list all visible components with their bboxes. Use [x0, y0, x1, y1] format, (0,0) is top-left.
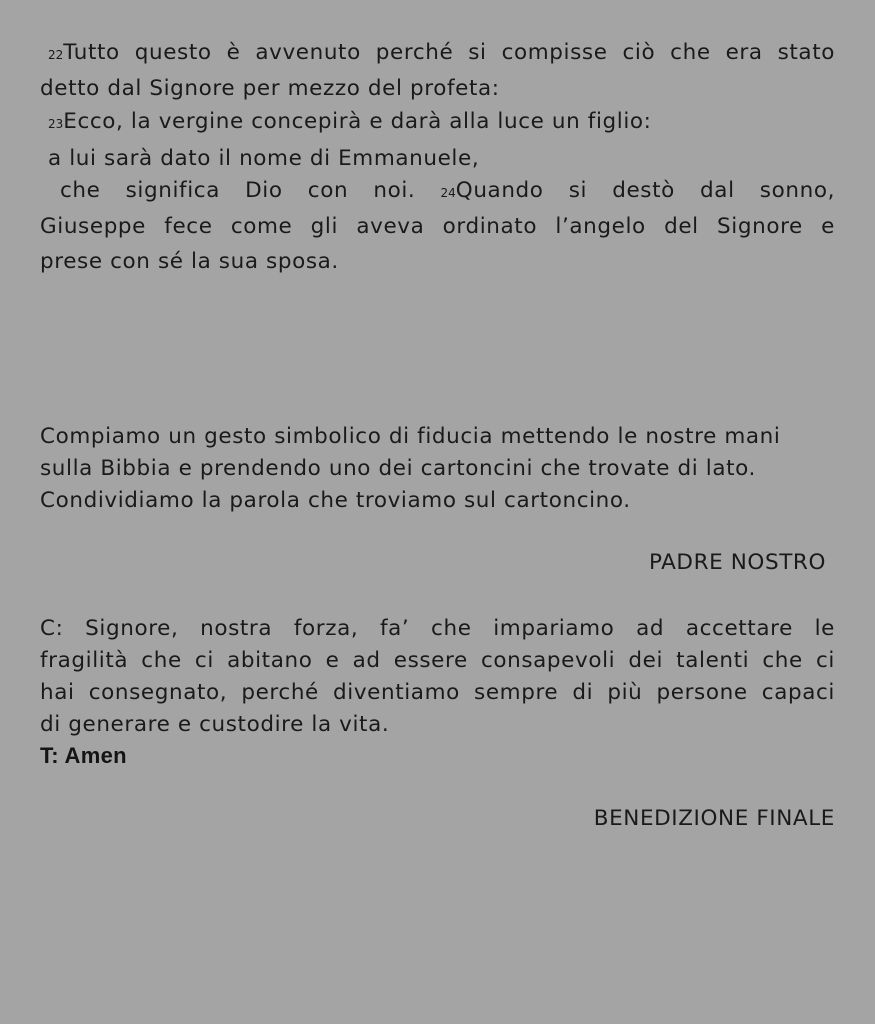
padre-nostro-heading: PADRE NOSTRO	[648, 550, 826, 575]
verse-23-line-1	[48, 105, 843, 141]
verse-24-line-2: Giuseppe fece come gli aveva ordinato l’angelo del Signore e	[40, 214, 835, 239]
verse-24-text-start: Quando si destò dal sonno,	[455, 178, 836, 203]
verse-number: 22	[48, 48, 64, 62]
verse-24-line-3: prese con sé la sua sposa.	[40, 249, 339, 274]
prayer-line-4: di generare e custodire la vita.	[40, 712, 390, 737]
gesture-line-1: Compiamo un gesto simbolico di fiducia mettendo le nostre mani	[40, 424, 781, 449]
gesture-line-3: Condividiamo la parola che troviamo sul cartoncino.	[40, 488, 631, 513]
verse-number: 24	[440, 186, 456, 200]
prayer-line-2: fragilità che ci abitano e ad essere consapevoli dei talenti che ci	[40, 648, 835, 673]
verse-22-text: Tutto questo è avvenuto perché si compisse ciò che era stato	[63, 40, 835, 65]
verse-23-text: Ecco, la vergine concepirà e darà alla luce un figlio:	[63, 109, 652, 134]
verse-23-text-end: che significa Dio con noi.	[60, 178, 416, 203]
verse-22-line-1	[48, 36, 835, 72]
verse-23-line-2: a lui sarà dato il nome di Emmanuele,	[48, 146, 480, 171]
verse-22-line-2: detto dal Signore per mezzo del profeta:	[40, 76, 500, 101]
benedizione-heading: BENEDIZIONE FINALE	[593, 806, 835, 831]
verse-number: 23	[48, 117, 64, 131]
amen-response: T: Amen	[40, 743, 127, 768]
prayer-line-3: hai consegnato, perché diventiamo sempre di più persone capaci	[40, 680, 835, 705]
verse-23-24-line	[60, 174, 835, 210]
prayer-line-1: C: Signore, nostra forza, fa’ che impariamo ad accettare le	[40, 616, 835, 641]
gesture-line-2: sulla Bibbia e prendendo uno dei cartoncini che trovate di lato.	[40, 456, 756, 481]
